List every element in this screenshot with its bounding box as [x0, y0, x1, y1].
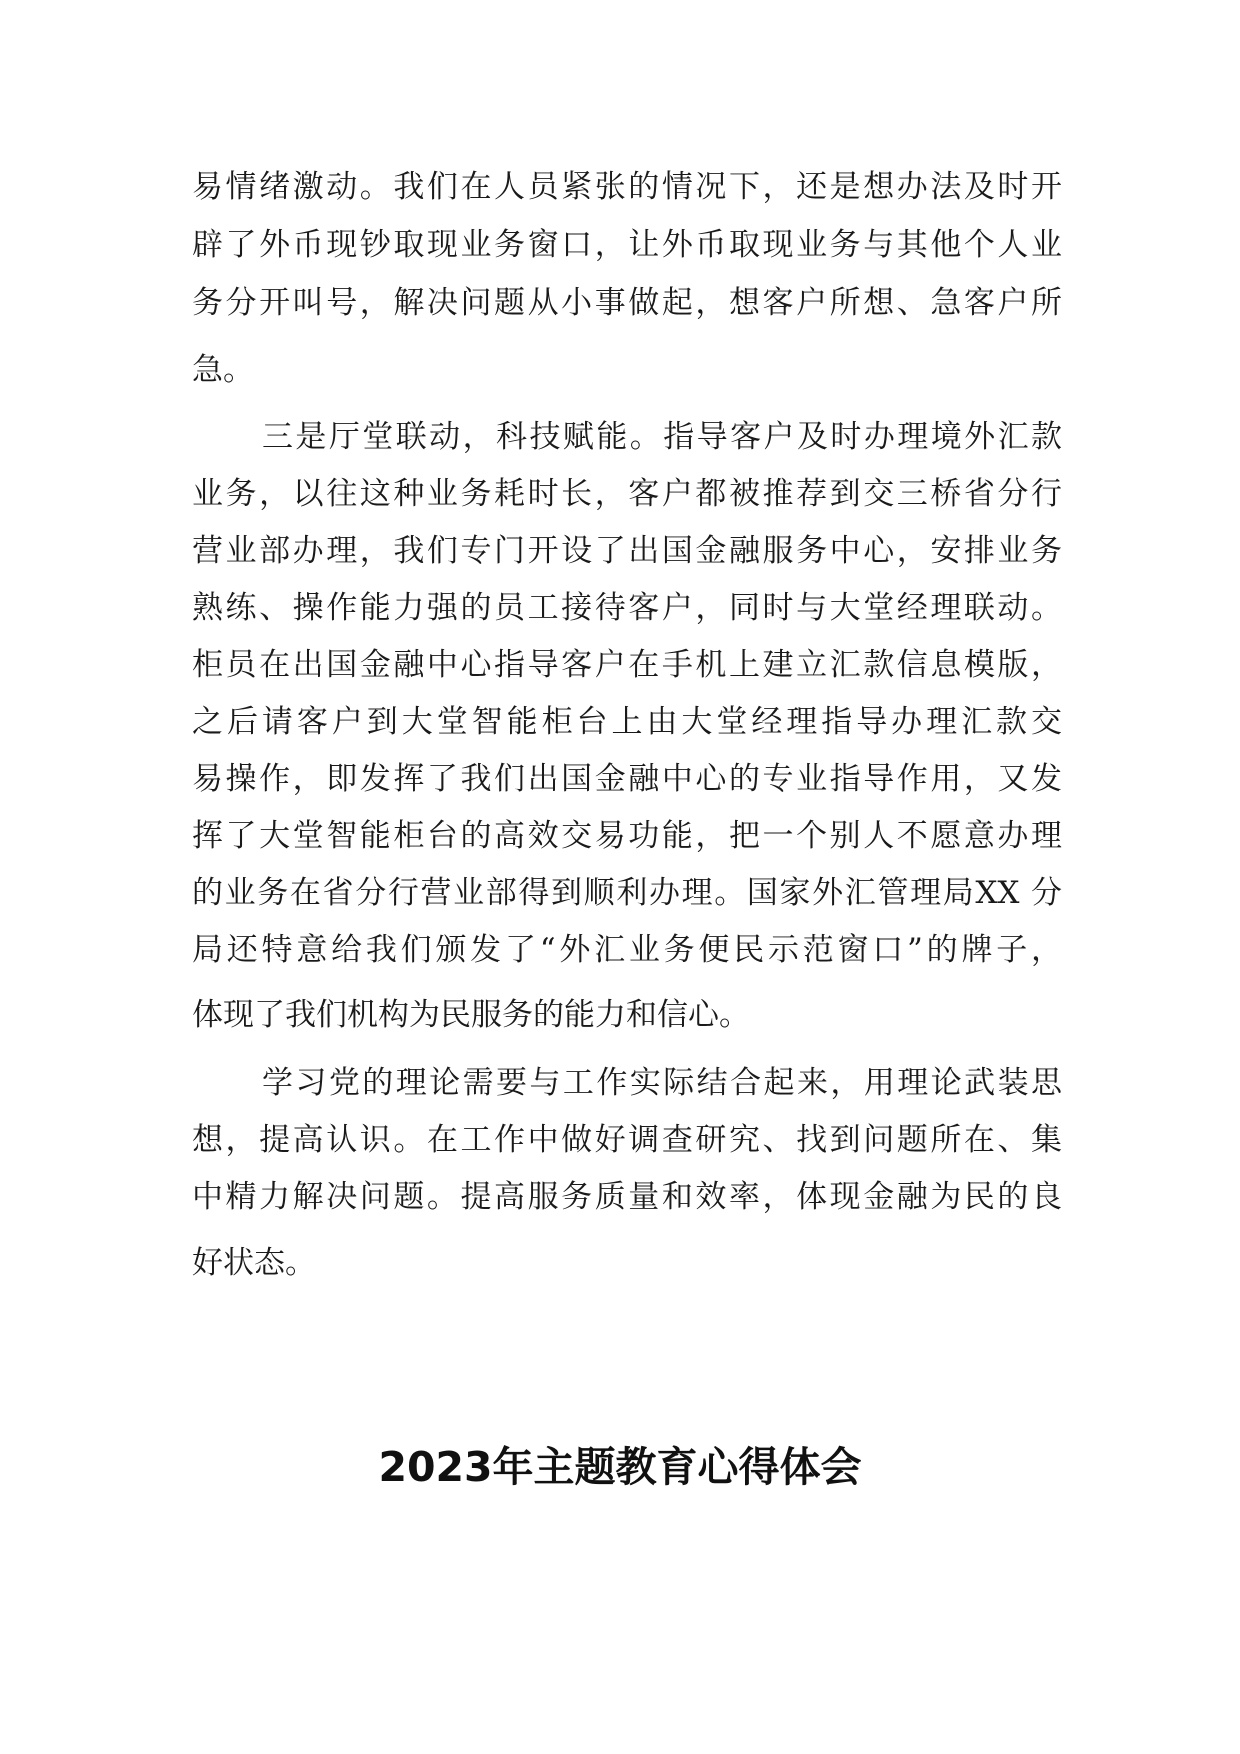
paragraph-line: 熟练、操作能力强的员工接待客户，同时与大堂经理联动。 [192, 590, 1062, 626]
paragraph-line: 局还特意给我们颁发了“外汇业务便民示范窗口”的牌子， [192, 932, 1062, 968]
paragraph-line: 好状态。 [192, 1245, 316, 1281]
paragraph-line: 务分开叫号，解决问题从小事做起，想客户所想、急客户所 [192, 285, 1062, 321]
paragraph-line: 易操作，即发挥了我们出国金融中心的专业指导作用，又发 [192, 761, 1062, 797]
paragraph-line: 易情绪激动。我们在人员紧张的情况下，还是想办法及时开 [192, 169, 1062, 205]
paragraph-line: 体现了我们机构为民服务的能力和信心。 [192, 997, 750, 1033]
paragraph-line: 想，提高认识。在工作中做好调查研究、找到问题所在、集 [192, 1122, 1062, 1158]
paragraph-line: 中精力解决问题。提高服务质量和效率，体现金融为民的良 [192, 1179, 1062, 1215]
section-heading: 2023年主题教育心得体会 [378, 1443, 862, 1491]
paragraph-line: 的业务在省分行营业部得到顺利办理。国家外汇管理局XX 分 [192, 875, 1062, 911]
paragraph-line: 辟了外币现钞取现业务窗口，让外币取现业务与其他个人业 [192, 227, 1062, 263]
paragraph-line: 业务，以往这种业务耗时长，客户都被推荐到交三桥省分行 [192, 476, 1062, 512]
paragraph-line: 急。 [192, 352, 254, 388]
paragraph-line: 营业部办理，我们专门开设了出国金融服务中心，安排业务 [192, 533, 1062, 569]
paragraph-line: 三是厅堂联动，科技赋能。指导客户及时办理境外汇款 [262, 419, 1062, 455]
paragraph-line: 柜员在出国金融中心指导客户在手机上建立汇款信息模版， [192, 647, 1062, 683]
paragraph-line: 学习党的理论需要与工作实际结合起来，用理论武装思 [262, 1065, 1062, 1101]
paragraph-line: 挥了大堂智能柜台的高效交易功能，把一个别人不愿意办理 [192, 818, 1062, 854]
paragraph-line: 之后请客户到大堂智能柜台上由大堂经理指导办理汇款交 [192, 704, 1062, 740]
